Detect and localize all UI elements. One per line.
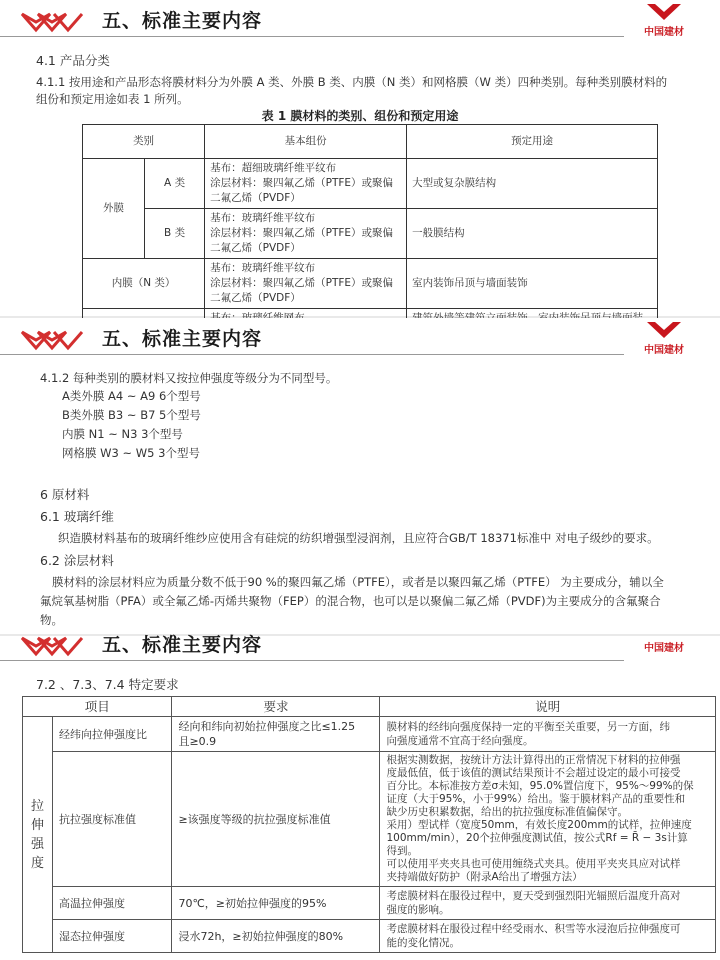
paragraph-line: 组份和预定用途如表 1 所列。 — [36, 92, 189, 106]
table-cell: 一般膜结构 — [407, 209, 658, 259]
brand-logo — [634, 320, 694, 356]
slide-title: 五、标准主要内容 — [102, 328, 263, 350]
table-cell: 考虑膜材料在服役过程中经受雨水、积雪等水浸泡后拉伸强度可 能的变化情况。 — [380, 920, 716, 953]
table-cell: 抗拉强度标准值 — [53, 752, 172, 887]
brand-logo — [634, 638, 694, 654]
table-cell: 根据实测数据，按统计方法计算得出的正常情况下材料的拉伸强 度最低值，低于该值的测试结果预计不会超过设定的最小可接受 百分比。本标准按方差σ未知，95.0%置信度下，95%～99%的保 证度（大于95%，小于99%）给出。鉴于膜材料产品的重要性和 缺少历史积累数据，给出的抗拉强度标准值偏保守。 采用）型试样（宽度50mm，有效长度200mm的试样，拉伸速度 100mm/min），20个拉伸强度测试值，按公式Rf = R̄ − 3s计算 得到。 可以使用平夹夹具也可使用缠绕式夹具。使用平夹夹具应对试样 夹持端做好防护（附录A给出了增强方法） — [380, 752, 716, 887]
table-cell: 湿态拉伸强度 — [53, 920, 172, 953]
table-cell: 拉 伸 强 度 — [23, 717, 53, 953]
slide-panel-2 — [0, 318, 720, 634]
type-item: 网格膜 W3 ~ W5 3个型号 — [62, 446, 200, 460]
slide-panel-3 — [0, 636, 720, 960]
header-rule — [0, 354, 624, 355]
brand-mark-icon — [18, 6, 88, 34]
slide-title: 五、标准主要内容 — [102, 634, 263, 656]
slide-header — [0, 624, 720, 666]
table-cell: 膜材料的经纬向强度保持一定的平衡至关重要，另一方面，纬 向强度通常不宜高于经向强度。 — [380, 717, 716, 752]
section-heading: 6 原材料 — [40, 487, 90, 502]
table-row — [83, 159, 658, 209]
slide-header — [0, 0, 720, 42]
table-cell: 内膜（N 类） — [83, 259, 205, 309]
brand-logo-icon — [645, 320, 683, 340]
brand-mark-icon — [18, 630, 88, 658]
table-row — [23, 887, 716, 920]
type-item: B类外膜 B3 ~ B7 5个型号 — [62, 408, 201, 422]
table-header: 基本组份 — [205, 125, 407, 159]
slide-header — [0, 318, 720, 360]
table-row — [83, 209, 658, 259]
table-cell: A 类 — [145, 159, 205, 209]
table-caption: 表 1 膜材料的类别、组份和预定用途 — [261, 109, 459, 123]
brand-logo — [634, 2, 694, 38]
type-item: 内膜 N1 ~ N3 3个型号 — [62, 427, 183, 441]
slide-title: 五、标准主要内容 — [102, 10, 263, 32]
table-header: 要求 — [172, 697, 380, 717]
table-cell: 70℃，≥初始拉伸强度的95% — [172, 887, 380, 920]
brand-name: 中国建材 — [644, 345, 684, 356]
table-cell: 经纬向拉伸强度比 — [53, 717, 172, 752]
table-header: 说明 — [380, 697, 716, 717]
table-cell: 室内装饰吊顶与墙面装饰 — [407, 259, 658, 309]
section-heading: 7.2 、7.3、7.4 特定要求 — [36, 677, 179, 692]
slide-panel-1 — [0, 0, 720, 316]
requirements-table — [22, 696, 716, 953]
section-heading: 4.1 产品分类 — [36, 53, 110, 68]
paragraph-line: 4.1.1 按用途和产品形态将膜材料分为外膜 A 类、外膜 B 类、内膜（N 类）和网格膜（W 类）四种类别。每种类别膜材料的 — [36, 75, 668, 89]
brand-mark-icon — [18, 324, 88, 352]
paragraph-line: 4.1.2 每种类别的膜材料又按拉伸强度等级分为不同型号。 — [40, 371, 338, 385]
section-heading: 6.1 玻璃纤维 — [40, 509, 114, 524]
table-cell: 基布：玻璃纤维平纹布 涂层材料：聚四氟乙烯（PTFE）或聚偏 二氟乙烯（PVDF） — [205, 209, 407, 259]
section-heading: 6.2 涂层材料 — [40, 553, 114, 568]
paragraph-line: 织造膜材料基布的玻璃纤维纱应使用含有硅烷的纺织增强型浸润剂，且应符合GB/T 18371标准中 对电子级纱的要求。 — [58, 531, 659, 545]
table-header: 预定用途 — [407, 125, 658, 159]
header-rule — [0, 36, 624, 37]
type-item: A类外膜 A4 ~ A9 6个型号 — [62, 389, 201, 403]
table-cell: 高温拉伸强度 — [53, 887, 172, 920]
table-row — [23, 717, 716, 752]
table-cell: B 类 — [145, 209, 205, 259]
brand-logo-icon — [645, 2, 683, 22]
table-cell: 浸水72h，≥初始拉伸强度的80% — [172, 920, 380, 953]
table-cell: 经向和纬向初始拉伸强度之比≤1.25 且≥0.9 — [172, 717, 380, 752]
table-cell: 大型或复杂膜结构 — [407, 159, 658, 209]
table-row — [23, 752, 716, 887]
table-cell: 外膜 — [83, 159, 145, 259]
table-cell: ≥该强度等级的抗拉强度标准值 — [172, 752, 380, 887]
table-row — [83, 259, 658, 309]
header-rule — [0, 660, 624, 661]
paragraph-line: 氟烷氧基树脂（PFA）或全氟乙烯-丙烯共聚物（FEP）的混合物，也可以是以聚偏二氟乙烯（PVDF)为主要成分的含氟聚合 — [40, 594, 661, 608]
paragraph-line: 膜材料的涂层材料应为质量分数不低于90 %的聚四氟乙烯（PTFE），或者是以聚四氟乙烯（PTFE） 为主要成分，辅以全 — [52, 575, 664, 589]
table-header: 项目 — [23, 697, 172, 717]
membrane-category-table — [82, 124, 658, 329]
table-cell: 基布：超细玻璃纤维平纹布 涂层材料：聚四氟乙烯（PTFE）或聚偏 二氟乙烯（PVDF） — [205, 159, 407, 209]
table-row — [23, 920, 716, 953]
paragraph-line: 物。 — [40, 613, 63, 627]
table-cell: 基布：玻璃纤维平纹布 涂层材料：聚四氟乙烯（PTFE）或聚偏 二氟乙烯（PVDF） — [205, 259, 407, 309]
table-header: 类别 — [83, 125, 205, 159]
brand-name: 中国建材 — [644, 643, 684, 654]
brand-name: 中国建材 — [644, 27, 684, 38]
table-cell: 考虑膜材料在服役过程中，夏天受到强烈阳光辐照后温度升高对 强度的影响。 — [380, 887, 716, 920]
